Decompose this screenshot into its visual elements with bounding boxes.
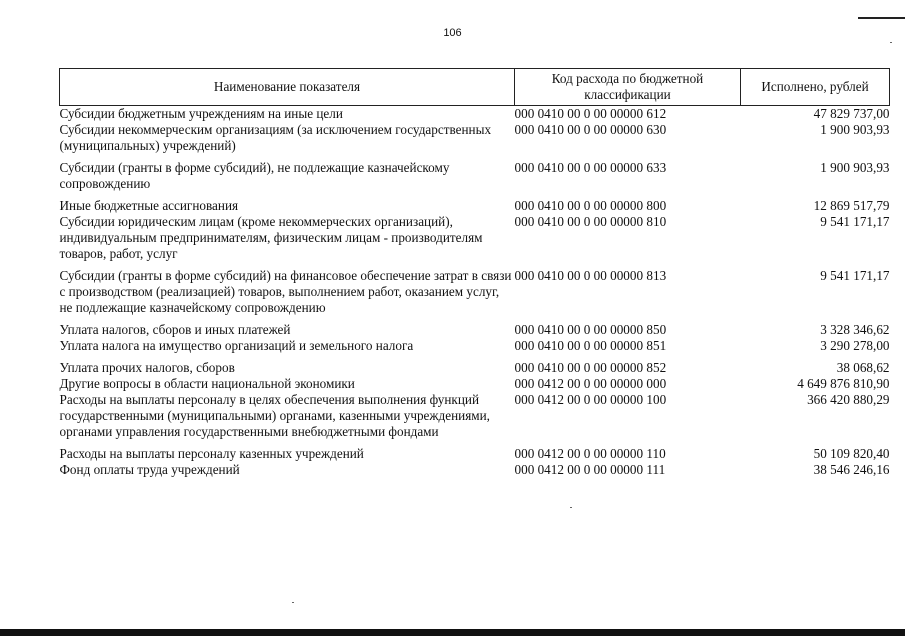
table-row: [60, 106, 890, 123]
scan-speck: [890, 42, 892, 43]
row-amount: 366 420 880,29: [807, 392, 890, 407]
table-header-row: [60, 69, 890, 106]
row-amount: 1 900 903,93: [820, 160, 890, 175]
table-row: [60, 154, 890, 192]
row-name: Иные бюджетные ассигнования: [59, 198, 239, 213]
row-name: Уплата прочих налогов, сборов: [59, 360, 235, 375]
row-name: Субсидии (гранты в форме субсидий) на финансовое обеспечение затрат в связи с производством (реализацией) товаров, выполнением работ, оказанием услуг, не подлежащие казначейскому сопровождению: [59, 268, 512, 315]
table-row: [60, 354, 890, 376]
row-code: 000 0410 00 0 00 00000 630: [514, 122, 667, 137]
row-name: Субсидии (гранты в форме субсидий), не подлежащие казначейскому сопровождению: [59, 160, 450, 191]
budget-table: [59, 68, 890, 478]
row-code: 000 0410 00 0 00 00000 810: [514, 214, 667, 229]
row-amount: 3 328 346,62: [820, 322, 890, 337]
row-code: 000 0410 00 0 00 00000 851: [514, 338, 667, 353]
row-amount: 50 109 820,40: [813, 446, 890, 461]
row-amount: 4 649 876 810,90: [797, 376, 890, 391]
header-amount: Исполнено, рублей: [741, 69, 890, 106]
table-row: [60, 392, 890, 440]
table-row: [60, 316, 890, 338]
header-name: Наименование показателя: [60, 69, 515, 106]
table-row: [60, 192, 890, 214]
row-amount: 38 546 246,16: [813, 462, 890, 477]
row-amount: 3 290 278,00: [820, 338, 890, 353]
row-amount: 12 869 517,79: [813, 198, 890, 213]
scan-bottom-edge: [0, 629, 905, 636]
page-number: 106: [443, 27, 462, 39]
row-name: Фонд оплаты труда учреждений: [59, 462, 240, 477]
scan-speck: [570, 507, 572, 508]
row-code: 000 0410 00 0 00 00000 633: [514, 160, 667, 175]
row-amount: 47 829 737,00: [813, 106, 890, 121]
table-row: [60, 262, 890, 316]
row-amount: 9 541 171,17: [820, 214, 890, 229]
row-name: Субсидии бюджетным учреждениям на иные цели: [59, 106, 343, 121]
row-code: 000 0412 00 0 00 00000 100: [514, 392, 667, 407]
row-name: Расходы на выплаты персоналу казенных учреждений: [59, 446, 364, 461]
scan-top-edge: [858, 17, 905, 19]
table-row: [60, 122, 890, 154]
row-code: 000 0410 00 0 00 00000 813: [514, 268, 667, 283]
table-row: [60, 462, 890, 478]
row-code: 000 0412 00 0 00 00000 110: [514, 446, 666, 461]
row-code: 000 0412 00 0 00 00000 000: [514, 376, 667, 391]
table-row: [60, 214, 890, 262]
row-code: 000 0412 00 0 00 00000 111: [514, 462, 666, 477]
table-row: [60, 440, 890, 462]
row-name: Уплата налогов, сборов и иных платежей: [59, 322, 291, 337]
row-amount: 1 900 903,93: [820, 122, 890, 137]
row-name: Расходы на выплаты персоналу в целях обеспечения выполнения функций государственными (муниципальными) органами, казенными учреждениями, органами управления государственными внебюджетными фондами: [59, 392, 490, 439]
row-name: Субсидии юридическим лицам (кроме некоммерческих организаций), индивидуальным предпринимателям, физическим лицам - производителям товаров, работ, услуг: [59, 214, 483, 261]
row-code: 000 0410 00 0 00 00000 800: [514, 198, 667, 213]
table-row: [60, 376, 890, 392]
row-amount: 38 068,62: [836, 360, 890, 375]
table-row: [60, 338, 890, 354]
row-code: 000 0410 00 0 00 00000 850: [514, 322, 667, 337]
row-name: Другие вопросы в области национальной экономики: [59, 376, 355, 391]
header-code: Код расхода по бюджетной классификации: [515, 69, 741, 106]
scan-speck: [292, 602, 294, 603]
row-name: Субсидии некоммерческим организациям (за исключением государственных (муниципальных) учреждений): [59, 122, 492, 153]
row-code: 000 0410 00 0 00 00000 612: [514, 106, 667, 121]
row-amount: 9 541 171,17: [820, 268, 890, 283]
row-code: 000 0410 00 0 00 00000 852: [514, 360, 667, 375]
row-name: Уплата налога на имущество организаций и земельного налога: [59, 338, 414, 353]
